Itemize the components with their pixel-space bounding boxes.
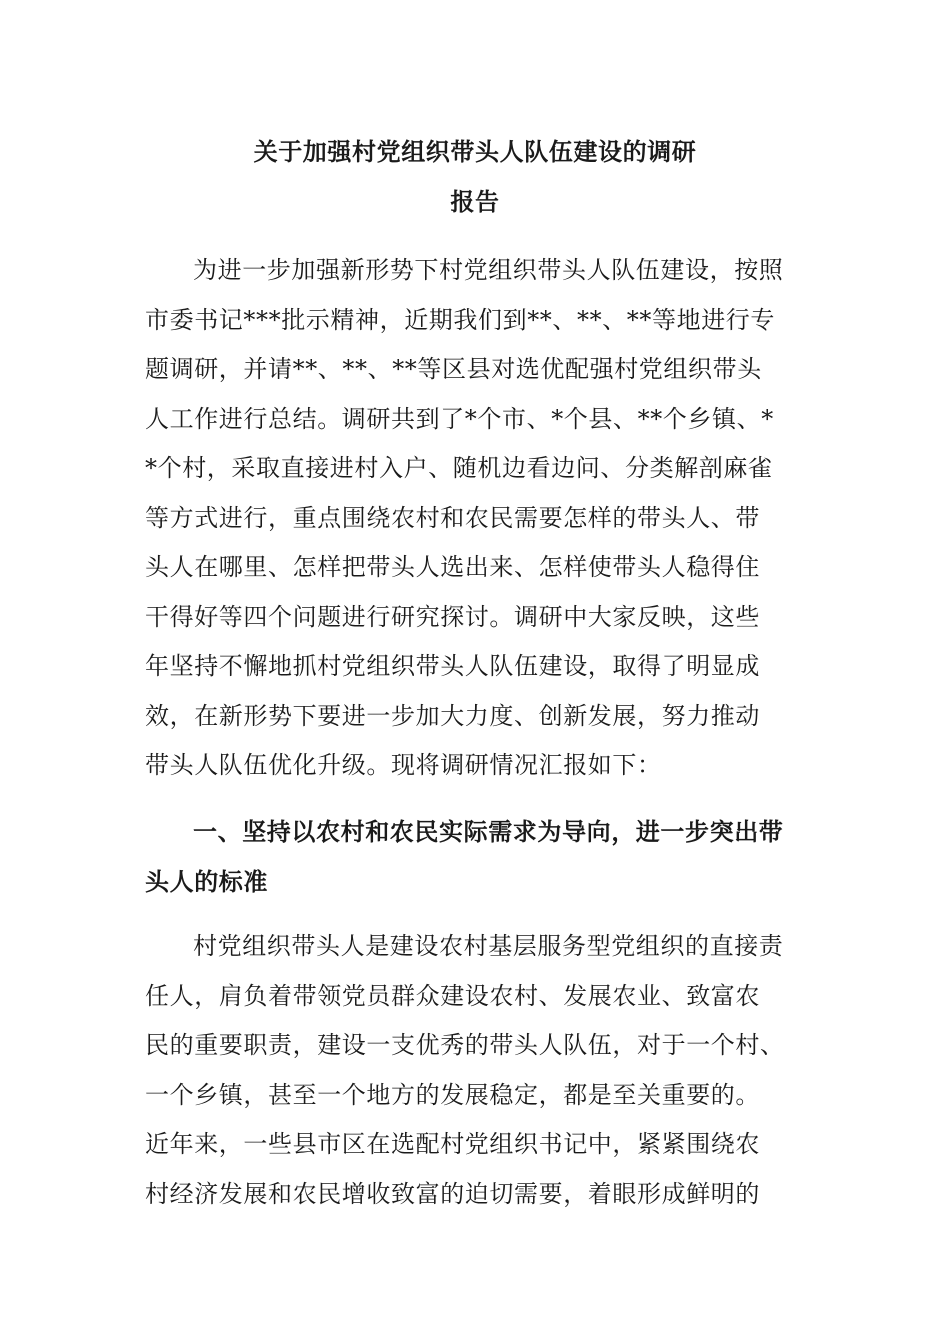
title-line: 关于加强村党组织带头人队伍建设的调研	[253, 138, 697, 166]
paragraph-line: 近年来，一些县市区在选配村党组织书记中，紧紧围绕农	[145, 1130, 760, 1158]
paragraph-line: 效，在新形势下要进一步加大力度、创新发展，努力推动	[145, 701, 760, 730]
heading-line: 头人的标准	[145, 867, 268, 896]
section-heading	[145, 808, 805, 907]
paragraph-line: 题调研，并请**、**、**等区县对选优配强村党组织带头	[145, 355, 762, 383]
paragraph-line: *个村，采取直接进村入户、随机边看边问、分类解剖麻雀	[145, 454, 773, 482]
section-paragraph	[145, 922, 805, 1219]
paragraph-line: 人工作进行总结。调研共到了*个市、*个县、**个乡镇、*	[145, 404, 774, 433]
title-line: 报告	[450, 187, 500, 216]
intro-paragraph	[145, 246, 805, 791]
paragraph-line: 头人在哪里、怎样把带头人选出来、怎样使带头人稳得住	[145, 553, 760, 581]
heading-line: 一、坚持以农村和农民实际需求为导向，进一步突出带	[193, 818, 784, 846]
paragraph-line: 等方式进行，重点围绕农村和农民需要怎样的带头人、带	[145, 503, 760, 532]
paragraph-line: 任人，肩负着带领党员群众建设农村、发展农业、致富农	[145, 981, 760, 1010]
paragraph-line: 年坚持不懈地抓村党组织带头人队伍建设，取得了明显成	[145, 652, 760, 680]
paragraph-line: 民的重要职责，建设一支优秀的带头人队伍，对于一个村、	[145, 1031, 785, 1059]
document-title	[120, 128, 830, 227]
paragraph-line: 村党组织带头人是建设农村基层服务型党组织的直接责	[193, 932, 784, 960]
paragraph-line: 一个乡镇，甚至一个地方的发展稳定，都是至关重要的。	[145, 1080, 760, 1109]
paragraph-line: 为进一步加强新形势下村党组织带头人队伍建设，按照	[193, 256, 784, 284]
paragraph-line: 村经济发展和农民增收致富的迫切需要，着眼形成鲜明的	[145, 1179, 760, 1208]
paragraph-line: 干得好等四个问题进行研究探讨。调研中大家反映，这些	[145, 602, 760, 631]
paragraph-line: 市委书记***批示精神，近期我们到**、**、**等地进行专	[145, 305, 775, 334]
paragraph-line: 带头人队伍优化升级。现将调研情况汇报如下：	[145, 751, 662, 779]
